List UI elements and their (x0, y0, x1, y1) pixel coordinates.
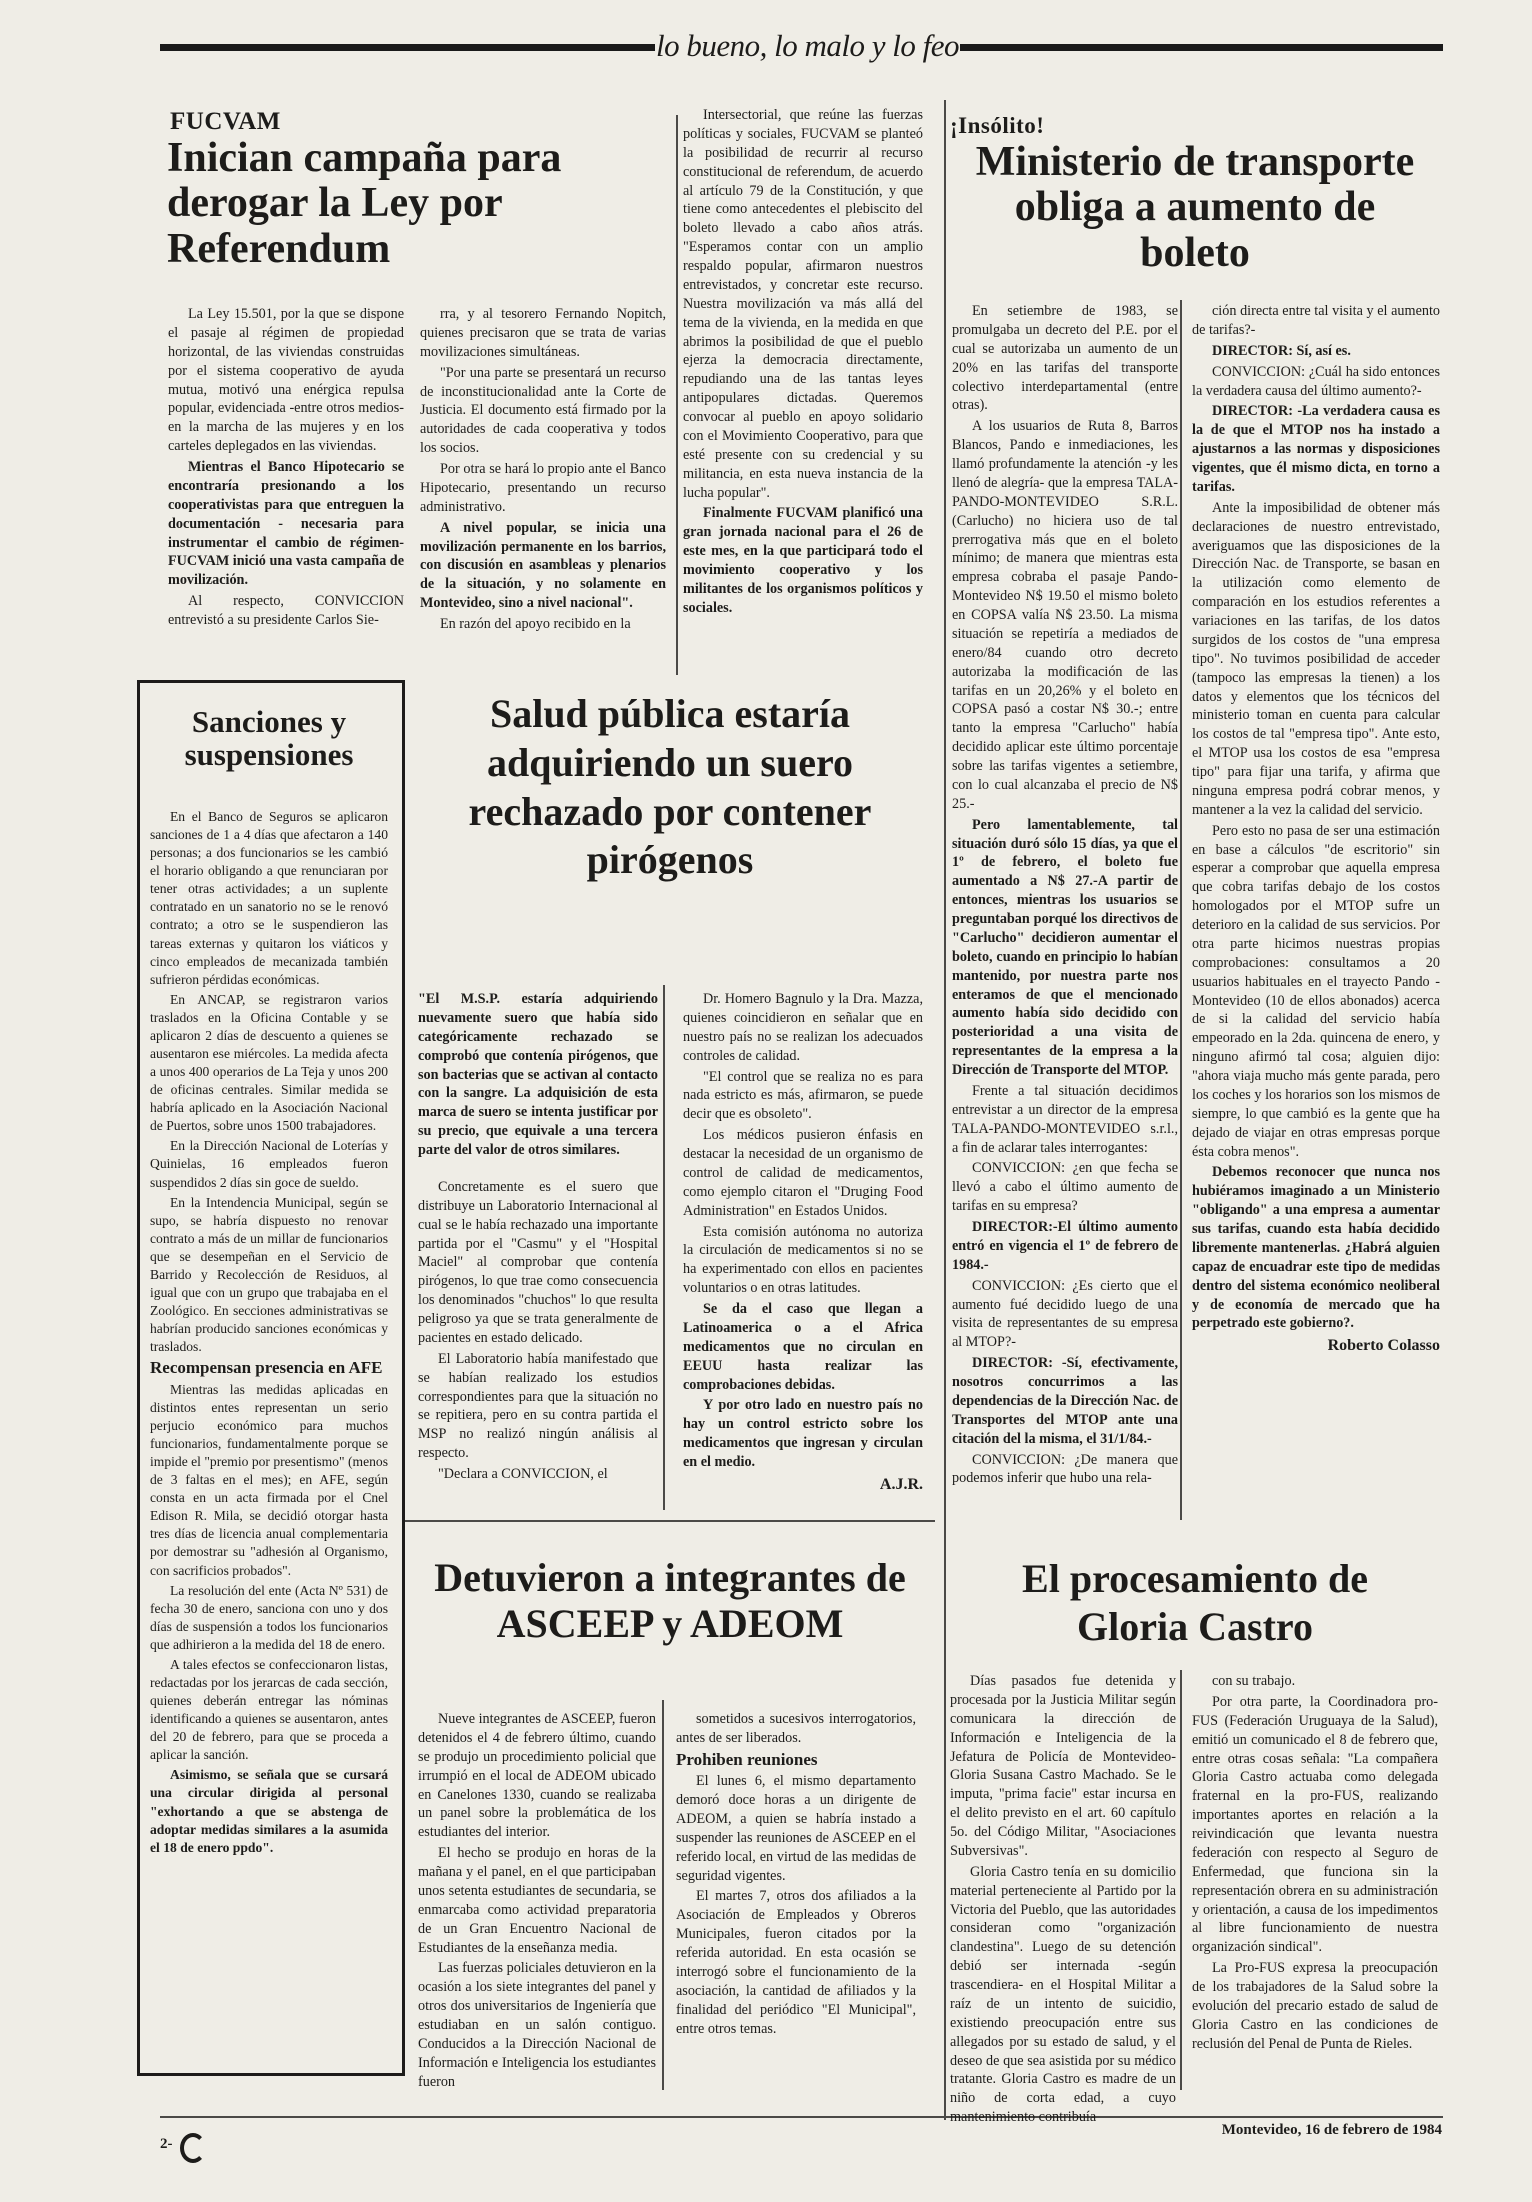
article-headline: Detuvieron a integrantes de ASCEEP y ADEOM (434, 1555, 906, 1646)
article-body (676, 1710, 916, 2110)
paragraph: Pero esto no pasa de ser una estimación en base a cálculos "de escritorio" sin esperar a comprobar que aquella empresa que cobra tarifas debajo de los costos homologados por el MTOP sufre un deterioro en la calidad de sus servicios. Por otra parte hicimos nuestras propias comprobaciones: consultamos a 20 usuarios habituales en el trayecto Pando - Montevideo (10 de ellos abonados) acerca de si la calidad del servicio había empeorado en la 2da. quincena de enero, y ninguno afirmó tal cosa; alguien dijo: "ahora viaja mucho más gente parada, pero los coches y los horarios son los mismos de siempre, lo que cambió es la gente que ha dejado de viajar en otras empresas porque ésta cobra menos". (1192, 822, 1440, 1160)
article-body (952, 302, 1178, 1492)
paragraph: Asimismo, se señala que se cursará una circular dirigida al personal "exhortando a que se abstenga de adoptar medidas similares a la asumida el 18 de enero ppdo". (150, 1767, 388, 1855)
article-kicker: FUCVAM (170, 108, 281, 135)
article-kicker: ¡Insólito! (950, 113, 1045, 138)
paragraph: Concretamente es el suero que distribuye un Laboratorio Internacional al cual se le había rechazado una importante partida por el "Casmu" y el "Hospital Maciel" al comprobar que contenía pirógenos, lo que trae como consecuencia los denominados "chuchos" lo que resulta peligroso ya que se trata generalmente de pacientes en estado delicado. (418, 1178, 658, 1346)
divider (1180, 300, 1182, 1520)
paragraph: En la Dirección Nacional de Loterías y Quinielas, 16 empleados fueron suspendidos 2 días sin goce de sueldo. (150, 1138, 388, 1190)
paragraph: Se da el caso que llegan a Latinoamerica o a el Africa medicamentos que no circulan en EEUU hasta realizar las comprobaciones debidas. (683, 1301, 923, 1393)
masthead-rule-right (955, 44, 1443, 51)
article-headline: Inician campaña para derogar la Ley por Referendum (167, 135, 562, 272)
divider (1180, 1670, 1182, 2090)
article-body (1192, 302, 1440, 1502)
paragraph: Dr. Homero Bagnulo y la Dra. Mazza, quienes coincidieron en señalar que en nuestro país no se realizan los adecuados controles de calidad. (683, 991, 923, 1064)
masthead-rule-left (160, 44, 660, 51)
paragraph: ción directa entre tal visita y el aumento de tarifas?- (1192, 303, 1440, 338)
article-body (950, 1672, 1176, 2126)
article-headline: Sanciones y suspensiones (184, 704, 354, 773)
paragraph: Debemos reconocer que nunca nos hubiéramos imaginado a un Ministerio "obligando" a una empresa a aumentar sus tarifas, cuando esta había decidido libremente mantenerlas. ¿Habrá alguien capaz de encuadrar este tipo de medidas dentro del sistema económico neoliberal y de economía de mercado que ha perpetrado este gobierno?. (1192, 1164, 1440, 1332)
dateline: Montevideo, 16 de febrero de 1984 (1221, 2122, 1442, 2138)
paragraph: Mientras las medidas aplicadas en distintos entes representan un serio perjucio económico para muchos funcionarios, fundamentalmente porque se impide el "premio por presentismo" (menos de 3 faltas en el mes); en AFE, según consta en un acta firmada por el Cnel Edison R. Mila, se decidió otorgar hasta tres días de licencia anual complementaria por demostrar su "adhesión al Organismo, con sacrificios probados". (150, 1381, 388, 1578)
article-headline: El procesamiento de Gloria Castro (1022, 1556, 1368, 1649)
paragraph: "Declara a CONVICCION, el (438, 1466, 608, 1482)
author-signature: A.J.R. (879, 1475, 923, 1493)
paragraph: "Por una parte se presentará un recurso de inconstitucionalidad ante la Corte de Justicia. El documento está firmado por la autoridades de cada cooperativa y todos los socios. (420, 364, 666, 457)
paragraph: Las fuerzas policiales detuvieron en la ocasión a los siete integrantes del panel y otros dos universitarios de Ingeniería que estudiaban en un salón contiguo. Conducidos a la Dirección Nacional de Información e Inteligencia los estudiantes fueron (418, 1960, 656, 2090)
paragraph: "El control que se realiza no es para nada estricto es más, afirmaron, se puede decir que es obsoleto". (683, 1068, 923, 1123)
page-number: 2- (160, 2136, 173, 2152)
paragraph: CONVICCION: ¿Cuál ha sido entonces la verdadera causa del último aumento?- (1192, 363, 1440, 399)
paragraph: La Ley 15.501, por la que se dispone el pasaje al régimen de propiedad horizontal, de las viviendas construidas por el sistema cooperativo de ayuda mutua, motivó una enérgica repulsa popular, evidenciada -entre otros medios- en la marcha de las mujeres y en los carteles deplegados en las viviendas. (168, 306, 404, 455)
paragraph: El martes 7, otros dos afiliados a la Asociación de Empleados y Obreros Municipales, fueron citados por la referida autoridad. En esta ocasión se interrogó sobre el funcionamiento de la asociación, la cantidad de afiliados y la finalidad del periódico "El Municipal", entre otros temas. (676, 1888, 916, 2037)
paragraph: Pero lamentablemente, tal situación duró sólo 15 días, ya que el 1º de febrero, el boleto fue aumentado a N$ 27.-A partir de entonces, mientras los usuarios se preguntaban porqué los directivos de "Carlucho" decidieron aumentar el boleto, cuando en principio lo habían mantenido, por nuestra parte nos enteramos de que el mencionado aumento había sido decidido con posterioridad a una visita de representantes de la empresa a la Dirección de Transporte del MTOP. (952, 816, 1178, 1078)
paragraph: DIRECTOR: -Sí, efectivamente, nosotros concurrimos a las dependencias de la Dirección Nac. de Transportes del MTOP ante una citación del la misma, el 31/1/84.- (952, 1355, 1178, 1447)
paragraph: DIRECTOR: Sí, así es. (1212, 342, 1351, 359)
article-headline: Salud pública estaría adquiriendo un suero rechazado por contener pirógenos (468, 691, 872, 883)
article-headline: Ministerio de transporte obliga a aumento de boleto (975, 139, 1415, 276)
paragraph: Intersectorial, que reúne las fuerzas políticas y sociales, FUCVAM se planteó la posibilidad de recurrir al recurso constitucional de referendum, de acuerdo al artículo 79 de la Constitución, y que tiene como antecedentes el plebiscito del boleto llevado a cabo años atrás. "Esperamos contar con un amplio respaldo popular, afirmaron nuestros entrevistados, y concretar este recurso. Nuestra movilización va más allá del tema de la vivienda, en la medida en que abrimos la posibilidad de que el pueblo ejerza la democracia directamente, repudiando una de las tantas leyes antipopulares dictadas. Queremos convocar al pueblo en apoyo solidario con el Movimiento Cooperativo, para que esté presente con su credencial y su militancia, en esta nueva instancia de la lucha popular". (683, 107, 923, 501)
divider (663, 985, 665, 1510)
paragraph: Esta comisión autónoma no autoriza la circulación de medicamentos si no se ha experimentado con ellos en pacientes voluntarios o en otras latitudes. (683, 1223, 923, 1297)
paragraph: DIRECTOR:-El último aumento entró en vigencia el 1º de febrero de 1984.- (952, 1219, 1178, 1273)
article-body (418, 1710, 656, 2110)
paragraph: En la Intendencia Municipal, según se supo, se habría dispuesto no renovar contrato a más de un millar de funcionarios que se desempeñan en el Servicio de Barrido y Recolección de Residuos, al igual que con un grupo que trabajaba en el Zoológico. En secciones administrativas se habrían producido sanciones económicas y traslados. (150, 1194, 388, 1355)
article-body (683, 106, 923, 668)
divider (662, 1700, 664, 2090)
paragraph: Y por otro lado en nuestro país no hay un control estricto sobre los medicamentos que ingresan y circulan en el medio. (683, 1397, 923, 1470)
article-body (418, 990, 658, 1505)
paragraph: En ANCAP, se registraron varios traslados en la Oficina Contable y se aplicaron 2 días de descuento a quienes se ausentaron ese miércoles. La medida afecta a unos 400 operarios de La Teja y unos 200 de oficinas centrales. Similar medida se habría aplicado en la Asociación Nacional de Puertos, sobre unos 1500 trabajadores. (150, 991, 388, 1134)
paragraph: con su trabajo. (1212, 1673, 1296, 1689)
paragraph: Los médicos pusieron énfasis en destacar la necesidad de un organismo de control de calidad de medicamentos, como ejemplo citaron el "Druging Food Administration" en Estados Unidos. (683, 1127, 923, 1219)
paragraph: El Laboratorio había manifestado que se habían realizado los estudios correspondientes para que la situación no se repitiera, pero en su contra partida el MSP no realizó ningún análisis al respecto. (418, 1350, 658, 1462)
paragraph: A tales efectos se confeccionaron listas, redactadas por los jerarcas de cada sección, quienes deberán entregar las nóminas identificando a quienes se ausentaron, antes del 20 de febrero, para que se proceda a aplicar la sanción. (150, 1656, 388, 1763)
paragraph: El lunes 6, el mismo departamento demoró doce horas a un dirigente de ADEOM, a quien se habría instado a suspender las reuniones de ASCEEP en el referido local, en virtud de las medidas de seguridad vigentes. (676, 1773, 916, 1884)
paragraph: Mientras el Banco Hipotecario se encontraría presionando a los cooperativistas para que entreguen la documentación - necesaria para instrumentar el cambio de régimen- FUCVAM inició una vasta campaña de movilización. (168, 459, 404, 589)
article-body (420, 305, 666, 665)
paragraph: sometidos a sucesivos interrogatorios, antes de ser liberados. (676, 1711, 916, 1746)
divider (676, 115, 678, 675)
article-body (168, 305, 404, 665)
paragraph: Por otra parte, la Coordinadora pro-FUS (Federación Uruguaya de la Salud), emitió un comunicado el 8 de febrero que, entre otras cosas señala: "La compañera Gloria Castro actuaba como delegada fraternal en la pro-FUS, realizando importantes aportes en relación a la reivindicación que levanta nuestra federación con respecto al Seguro de Enfermedad, que funciona sin la representación obrera en su administración y orientación, a causa de los impedimentos al libre funcionamiento de nuestra organización sindical". (1192, 1693, 1438, 1956)
paragraph: CONVICCION: ¿en que fecha se llevó a cabo el último aumento de tarifas en su empresa? (952, 1160, 1178, 1215)
paragraph: Por otra se hará lo propio ante el Banco Hipotecario, presentando un recurso administrativo. (420, 461, 666, 515)
article-subhead: Recompensan presencia en AFE (150, 1358, 383, 1378)
paragraph: En el Banco de Seguros se aplicaron sanciones de 1 a 4 días que afectaron a 140 personas; a dos funcionarios se les cambió el horario obligando a que renunciaran por tener otras actividades; a un suplente contratado en un sanatorio no se le renovó contrato; a otro se le suspendieron las tareas externas y quitaron los viáticos y cinco empleados de mecanizada también sufrieron pérdidas económicas. (150, 809, 388, 987)
paragraph: CONVICCION: ¿Es cierto que el aumento fué decidido luego de una visita de representantes de su empresa al MTOP?- (952, 1277, 1178, 1351)
footer-rule (160, 2116, 1443, 2118)
paragraph: Frente a tal situación decidimos entrevistar a un director de la empresa TALA-PANDO-MONTEVIDEO s.r.l., a fin de aclarar tales interrogantes: (952, 1082, 1178, 1156)
paragraph: Finalmente FUCVAM planificó una gran jornada nacional para el 26 de este mes, en la que participará todo el movimiento cooperativo y los militantes de los organismos políticos y sociales. (683, 505, 923, 616)
paragraph: En razón del apoyo recibido en la (440, 616, 631, 632)
paragraph: A los usuarios de Ruta 8, Barros Blancos, Pando e inmediaciones, les llamó profundamente la atención -y les llenó de alegría- que la empresa TALA-PANDO-MONTEVIDEO S.R.L. (Carlucho) no hiciera uso de tal prerrogativa más que en el boleto mínimo; de manera que mientras esta empresa cobraba el pasaje Pando-Montevideo N$ 19.50 el mismo boleto en COPSA valía N$ 23.50. La misma situación se repetiría a mediados de enero/84 cuando otro decreto autorizaba la modificación de las tarifas en un 20,26% y el boleto en COPSA pasó a costar N$ 30.-; entre tanto la empresa "Carlucho" había decidido aplicar este último porcentaje sobre las tarifas vigentes a setiembre, con lo cual alcanzaba el precio de N$ 25.- (952, 418, 1178, 812)
paragraph: A nivel popular, se inicia una movilización permanente en los barrios, con discusión en asambleas y plenarios de la situación, y no solamente en Montevideo, sino a nivel nacional". (420, 519, 666, 612)
author-signature: Roberto Colasso (1327, 1337, 1440, 1355)
paragraph: Ante la imposibilidad de obtener más declaraciones de nuestro entrevistado, averiguamos que las disposiciones de la Dirección Nac. de Transporte, se basan en la utilización como elemento de comparación en los estudios referentes a variaciones en las tarifas, de los datos surgidos de los costos de "una empresa tipo". No tuvimos posibilidad de acceder (tampoco las empresas la tienen) a los datos y elementos que los técnicos del ministerio toman en cuenta para calcular los costos de tal "empresa tipo". Ante esto, el MTOP usa los costos de esa "empresa tipo" para fijar una tarifa, y afirma que ninguna empresa podrá cobrar menos, y mantener a la vez la calidad del servicio. (1192, 499, 1440, 818)
divider (405, 1520, 935, 1522)
article-body (1192, 1672, 1438, 2102)
divider (944, 100, 946, 2120)
article-body (683, 990, 923, 1505)
article-subhead: Prohiben reuniones (676, 1749, 818, 1769)
paragraph: Gloria Castro tenía en su domicilio material perteneciente al Partido por la Victoria del Pueblo, que las autoridades consideran como "organización clandestina". Luego de su detención debió ser internada -según trascendiera- en el Hospital Militar a raíz de un intento de suicidio, existiendo preocupación entre sus allegados por su estado de salud, y el deseo de que sea asistida por su médico tratante. Gloria Castro es madre de un niño de corta edad, a cuyo mantenimiento contribuía (950, 1863, 1176, 2126)
paragraph: DIRECTOR: -La verdadera causa es la de que el MTOP nos ha instado a ajustarnos a las normas y disposiciones vigentes, que él mismo dicta, en torno a tarifas. (1192, 403, 1440, 495)
section-title: lo bueno, lo malo y lo feo (656, 28, 959, 63)
paragraph: La Pro-FUS expresa la preocupación de los trabajadores de la Salud sobre la evolución del precario estado de salud de Gloria Castro en las condiciones de reclusión del Penal de Punta de Rieles. (1192, 1960, 1438, 2052)
article-body (150, 808, 388, 2058)
paragraph: Nueve integrantes de ASCEEP, fueron detenidos el 4 de febrero último, cuando se produjo un procedimiento policial que irrumpió en el local de ADEOM ubicado en Canelones 1330, cuando se realizaba un panel sobre la problemática de los estudiantes del interior. (418, 1711, 656, 1841)
paragraph: En setiembre de 1983, se promulgaba un decreto del P.E. por el cual se autorizaba un aumento de un 20% en las tarifas del transporte colectivo interdepartamental (entre otras). (952, 303, 1178, 414)
paragraph: El hecho se produjo en horas de la mañana y el panel, en el que participaban unos setenta estudiantes de secundaria, se enmarcaba como actividad preparatoria de un Gran Encuentro Nacional de Estudiantes de la enseñanza media. (418, 1845, 656, 1956)
paragraph: Al respecto, CONVICCION entrevistó a su presidente Carlos Sie- (168, 593, 404, 628)
paragraph: Días pasados fue detenida y procesada por la Justicia Militar según comunicara la dirección de Información e Inteligencia de la Jefatura de Policía de Montevideo- Gloria Susana Castro Machado. Se le imputa, "prima facie" estar incursa en el delito previsto en el art. 60 capítulo 5o. del Código Militar, "Asociaciones Subversivas". (950, 1673, 1176, 1859)
paragraph: rra, y al tesorero Fernando Nopitch, quienes precisaron que se trata de varias movilizaciones simultáneas. (420, 306, 666, 360)
spacer (418, 1162, 658, 1176)
paragraph: "El M.S.P. estaría adquiriendo nuevamente suero que había sido categóricamente rechazado se comprobó que contenía pirógenos, que son bacterias que se activan al contacto con la sangre. La adquisición de esta marca de suero se intenta justificar por su precio, que equivale a una tercera parte del valor de otros similares. (418, 991, 658, 1158)
paragraph: CONVICCION: ¿De manera que podemos inferir que hubo una rela- (952, 1451, 1178, 1487)
publication-logo-icon (180, 2133, 206, 2163)
paragraph: La resolución del ente (Acta Nº 531) de fecha 30 de enero, sanciona con uno y dos días de suspensión a todos los funcionarios que adhirieron a la medida del 18 de enero. (150, 1582, 388, 1652)
